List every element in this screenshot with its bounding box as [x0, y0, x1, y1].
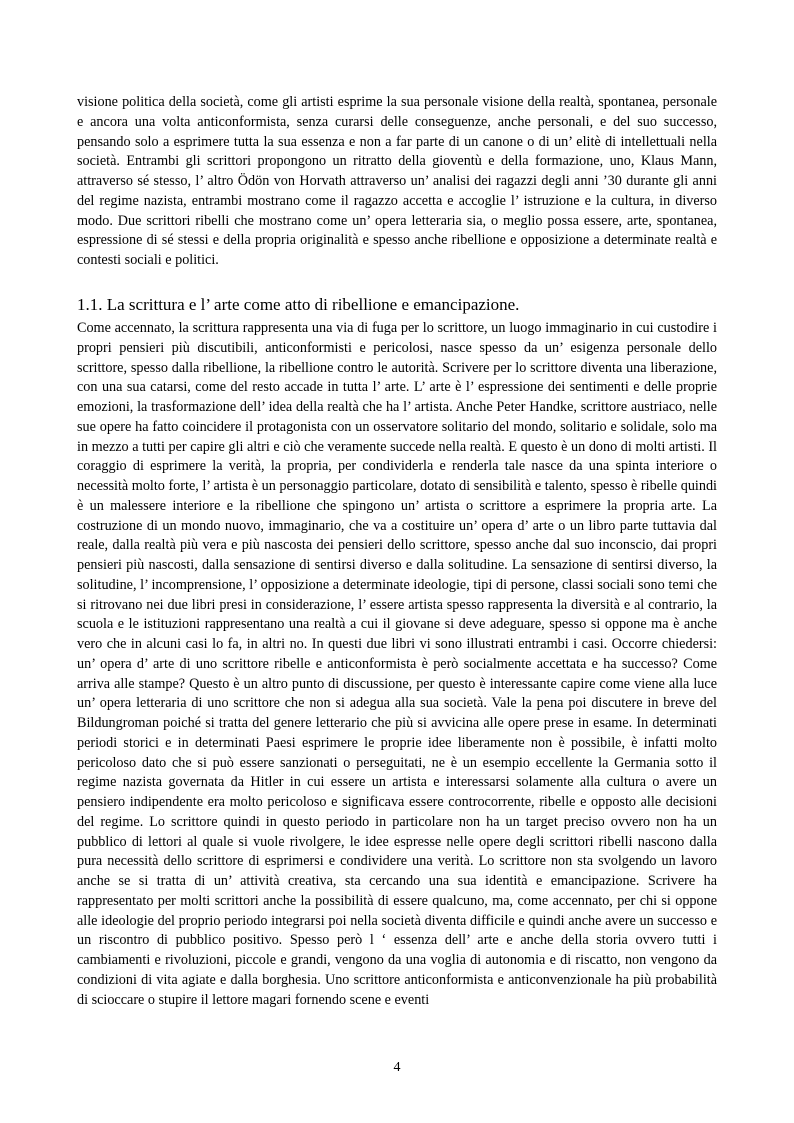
page-number: 4	[393, 1060, 401, 1075]
paragraph-intro: visione politica della società, come gli artisti esprime la sua personale visione della realtà, spontanea, personale e ancora una volta anticonformista, senza curarsi delle conseguenze, anche personali, e del suo successo, pensando solo a esprimere tutta la sua essenza e non a far parte di un canone o di un’ elitè di intellettuali nella società. Entrambi gli scrittori propongono un ritratto della gioventù e della formazione, uno, Klaus Mann, attraverso sé stesso, l’ altro Ödön von Horvath attraverso un’ analisi dei ragazzi degli anni ’30 durante gli anni del regime nazista, entrambi mostrano come il ragazzo accetta e accoglie l’ istruzione e la cultura, in diverso modo. Due scrittori ribelli che mostrano come un’ opera letteraria sia, o meglio possa essere, arte, spontanea, espressione di sé stessi e della propria originalità e spesso anche ribellione e opposizione a determinate realtà e contesti sociali e politici.	[77, 94, 717, 268]
section-heading: 1.1. La scrittura e l’ arte come atto di ribellione e emancipazione.	[77, 295, 520, 314]
paragraph-main: Come accennato, la scrittura rappresenta una via di fuga per lo scrittore, un luogo immaginario in cui custodire i propri pensieri più discutibili, anticonformisti e pericolosi, nasce spesso da un’ esigenza personale dello scrittore, spesso dalla ribellione, la ribellione contro le autorità. Scrivere per lo scrittore diventa una liberazione, con una sua catarsi, come del resto accade in tutta l’ arte. L’ arte è l’ espressione dei sentimenti e delle proprie emozioni, la trasformazione dell’ idea della realtà che ha l’ artista. Anche Peter Handke, scrittore austriaco, nelle sue opere ha fatto coincidere il protagonista con un osservatore solitario del mondo, solitario e solidale, solo ma in mezzo a tutti per capire gli altri e ciò che veramente succede nella realtà. E questo è un dono di molti artisti. Il coraggio di esprimere la verità, la propria, per condividerla e renderla tale nasce da una spinta interiore o necessità molto forte, l’ artista è un personaggio particolare, dotato di sensibilità e talento, spesso è ribelle quindi è un malessere interiore e la ribellione che spingono un’ artista o scrittore a esprimere la propria arte. La costruzione di un mondo nuovo, immaginario, che va a costituire un’ opera d’ arte o un libro parte tuttavia dal reale, dalla realtà più vera e più nascosta dei pensieri dello scrittore, spesso anche dal suo inconscio, dai propri pensieri più nascosti, dalla sensazione di sentirsi diverso e dalla solitudine. La sensazione di sentirsi diverso, la solitudine, l’ incomprensione, l’ opposizione a determinate ideologie, tipi di persone, classi sociali sono temi che si ritrovano nei due libri presi in considerazione, l’ essere artista spesso rappresenta la diversità e al contrario, la scuola e le istituzioni rappresentano una realtà a cui il giovane si deve adeguare, spesso si oppone ma è anche vero che in alcuni casi lo fa, in altri no. In questi due libri vi sono illustrati entrambi i casi. Occorre chiedersi: un’ opera d’ arte di uno scrittore ribelle e anticonformista è però socialmente accettata e ha successo? Come arriva alle stampe? Questo è un altro punto di discussione, per questo è interessante capire come viene alla luce un’ opera letteraria di uno scrittore che non si adegua alla sua società. Vale la pena poi discutere in breve del Bildungroman poiché si tratta del genere letterario che più si avvicina alle opere prese in esame. In determinati periodi storici e in determinati Paesi esprimere le proprie idee liberamente non è possibile, è infatti molto pericoloso dato che si può essere sanzionati o perseguitati, ne è un esempio eccellente la Germania sotto il regime nazista governata da Hitler in cui essere un artista e interessarsi solamente alla cultura o avere un pensiero indipendente era molto pericoloso e significava essere controcorrente, ribelle e opposto alle decisioni del regime. Lo scrittore quindi in questo periodo in particolare non ha un target preciso ovvero non ha un pubblico di lettori al quale si vuole rivolgere, le idee espresse nelle opere degli scrittori ribelli nascono dalla pura necessità dello scrittore di esprimersi e condividere una verità. Lo scrittore non sta svolgendo un lavoro anche se si tratta di un’ attività creativa, sta cercando una sua identità e emancipazione. Scrivere ha rappresentato per molti scrittori anche la possibilità di essere qualcuno, ma, come accennato, per chi si oppone alle ideologie del proprio periodo integrarsi poi nella società diventa difficile e quindi anche avere un successo e un riscontro di pubblico positivo. Spesso però l ‘ essenza dell’ arte e anche della storia ovvero tutti i cambiamenti e rivoluzioni, piccole e grandi, vengono da una voglia di autonomia e di riscatto, non vengono da condizioni di vita agiate e dalla borghesia. Uno scrittore anticonformista e anticonvenzionale ha più probabilità di scioccare o stupire il lettore magari fornendo scene e eventi	[77, 320, 717, 1008]
